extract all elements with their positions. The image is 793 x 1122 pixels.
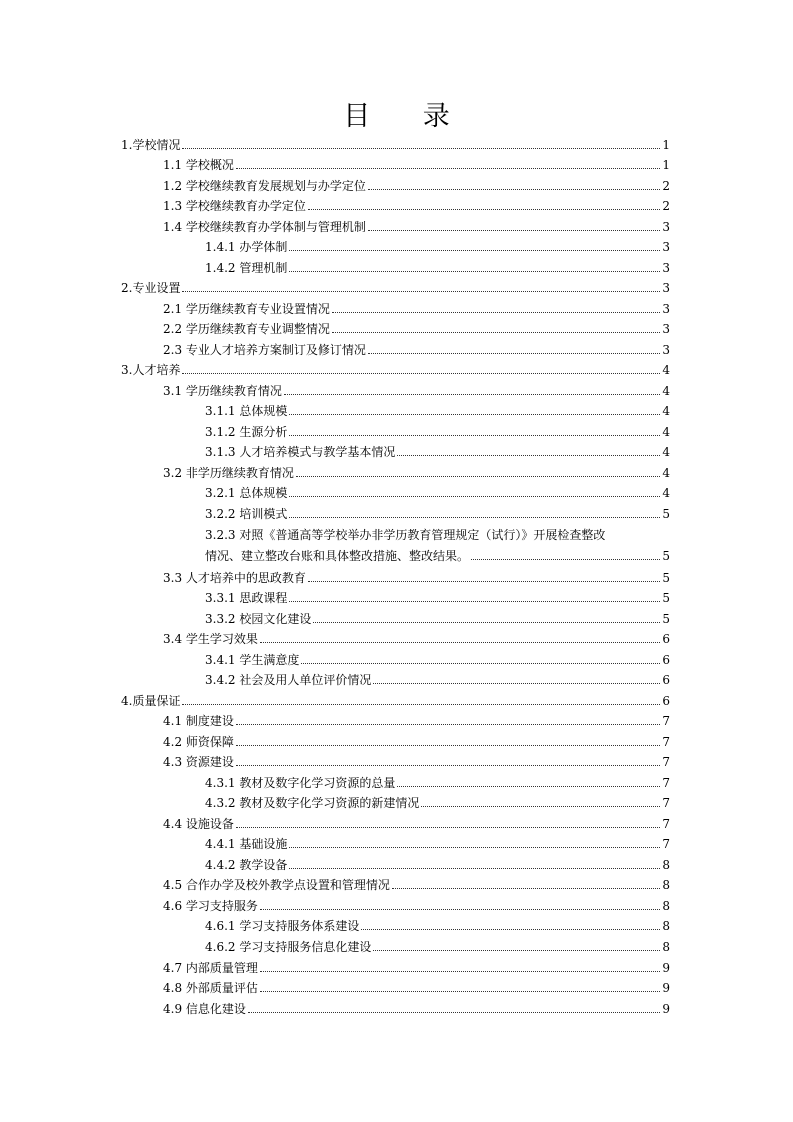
toc-entry-label: 1.1 学校概况	[163, 158, 234, 172]
toc-entry-label: 3.1.2 生源分析	[205, 425, 288, 439]
toc-entry-label: 1.4 学校继续教育办学体制与管理机制	[163, 220, 366, 234]
dot-leader	[361, 929, 660, 930]
dot-leader	[332, 332, 660, 333]
toc-entry-page: 4	[662, 486, 670, 500]
dot-leader	[260, 642, 660, 643]
dot-leader	[373, 683, 660, 684]
dot-leader	[182, 373, 660, 374]
dot-leader	[236, 827, 660, 828]
toc-entry-page: 8	[662, 878, 670, 892]
toc-entry-label: 情况、建立整改台账和具体整改措施、整改结果。	[205, 549, 470, 563]
toc-entry-4-6[interactable]	[163, 899, 670, 913]
toc-entry-page: 6	[662, 653, 670, 667]
toc-entry-page: 6	[662, 673, 670, 687]
toc-entry-page: 5	[662, 549, 670, 563]
toc-entry-page: 9	[662, 961, 670, 975]
toc-entry-label: 3.3.1 思政课程	[205, 591, 288, 605]
toc-entry-page: 9	[662, 1002, 670, 1016]
dot-leader	[182, 291, 660, 292]
toc-entry-page: 8	[662, 940, 670, 954]
toc-entry-page: 3	[662, 343, 670, 357]
toc-entry-label: 3.3.2 校园文化建设	[205, 612, 312, 626]
toc-entry-page: 7	[662, 714, 670, 728]
toc-entry-3-4-1[interactable]	[205, 653, 670, 667]
dot-leader	[397, 455, 660, 456]
toc-entry-label: 3.4.1 学生满意度	[205, 653, 300, 667]
toc-entry-label: 4.8 外部质量评估	[163, 981, 258, 995]
dot-leader	[236, 168, 660, 169]
dot-leader	[182, 148, 660, 149]
toc-entry-page: 4	[662, 425, 670, 439]
toc-entry-4[interactable]	[121, 694, 670, 708]
toc-entry-3[interactable]	[121, 363, 670, 377]
toc-entry-page: 2	[662, 199, 670, 213]
toc-entry-page: 8	[662, 858, 670, 872]
toc-entry-4-6-1[interactable]	[205, 919, 670, 933]
toc-entry-page: 1	[662, 138, 670, 152]
dot-leader	[308, 209, 660, 210]
toc-entry-label: 2.2 学历继续教育专业调整情况	[163, 322, 330, 336]
toc-title: 目 录	[343, 101, 472, 132]
toc-entry-page: 2	[662, 179, 670, 193]
toc-entry-3-2-3[interactable]	[205, 549, 670, 563]
toc-entry-4-4[interactable]	[163, 817, 670, 831]
toc-entry-page: 3	[662, 302, 670, 316]
toc-entry-label: 2.专业设置	[121, 281, 181, 295]
toc-entry-3-2[interactable]	[163, 466, 670, 480]
toc-entry-page: 8	[662, 899, 670, 913]
toc-entry-label: 1.4.2 管理机制	[205, 261, 288, 275]
toc-entry-3-1-3[interactable]	[205, 445, 670, 459]
toc-entry-2-3[interactable]	[163, 343, 670, 357]
toc-entry-4-3-1[interactable]	[205, 776, 670, 790]
toc-entry-label: 4.3.1 教材及数字化学习资源的总量	[205, 776, 396, 790]
toc-entry-label: 3.3 人才培养中的思政教育	[163, 571, 306, 585]
toc-entry-4-2[interactable]	[163, 735, 670, 749]
toc-entry-page: 7	[662, 796, 670, 810]
dot-leader	[260, 971, 660, 972]
dot-leader	[289, 496, 660, 497]
toc-entry-label: 3.人才培养	[121, 363, 181, 377]
dot-leader	[373, 950, 660, 951]
dot-leader	[313, 622, 660, 623]
toc-entry-label: 3.1.1 总体规模	[205, 404, 288, 418]
toc-entry-label: 3.4 学生学习效果	[163, 632, 258, 646]
toc-entry-label: 4.2 师资保障	[163, 735, 234, 749]
toc-entry-label: 4.3 资源建设	[163, 755, 234, 769]
toc-entry-page: 7	[662, 837, 670, 851]
toc-entry-page: 3	[662, 261, 670, 275]
toc-entry-3-3[interactable]	[163, 571, 670, 585]
dot-leader	[236, 724, 660, 725]
toc-entry-page: 5	[662, 571, 670, 585]
toc-entry-4-3[interactable]	[163, 755, 670, 769]
toc-entry-4-7[interactable]	[163, 961, 670, 975]
toc-entry-page: 6	[662, 632, 670, 646]
dot-leader	[182, 704, 660, 705]
toc-entry-label: 3.4.2 社会及用人单位评价情况	[205, 673, 372, 687]
toc-entry-label: 1.4.1 办学体制	[205, 240, 288, 254]
dot-leader	[260, 909, 660, 910]
toc-entry-1-2[interactable]	[163, 179, 670, 193]
toc-entry-1[interactable]	[121, 138, 670, 152]
dot-leader	[289, 517, 660, 518]
dot-leader	[289, 271, 660, 272]
dot-leader	[368, 230, 660, 231]
toc-entry-page: 3	[662, 322, 670, 336]
toc-entry-4-9[interactable]	[163, 1002, 670, 1016]
toc-entry-page: 7	[662, 755, 670, 769]
dot-leader	[296, 476, 660, 477]
toc-entry-page: 3	[662, 281, 670, 295]
toc-entry-label: 4.4.2 教学设备	[205, 858, 288, 872]
dot-leader	[289, 847, 660, 848]
toc-entry-4-4-2[interactable]	[205, 858, 670, 872]
toc-entry-3-3-1[interactable]	[205, 591, 670, 605]
toc-entry-label: 4.4 设施设备	[163, 817, 234, 831]
toc-entry-label: 2.1 学历继续教育专业设置情况	[163, 302, 330, 316]
toc-entry-label: 4.6.2 学习支持服务信息化建设	[205, 940, 372, 954]
dot-leader	[308, 581, 660, 582]
toc-entry-4-3-2[interactable]	[205, 796, 670, 810]
toc-entry-page: 3	[662, 220, 670, 234]
toc-entry-label: 1.3 学校继续教育办学定位	[163, 199, 306, 213]
toc-entry-label: 3.2 非学历继续教育情况	[163, 466, 294, 480]
toc-entry-page: 5	[662, 612, 670, 626]
toc-entry-1-4[interactable]	[163, 220, 670, 234]
toc-entry-3-4-2[interactable]	[205, 673, 670, 687]
toc-entry-label: 4.3.2 教材及数字化学习资源的新建情况	[205, 796, 420, 810]
toc-entry-page: 8	[662, 919, 670, 933]
dot-leader	[368, 353, 660, 354]
dot-leader	[397, 786, 660, 787]
toc-entry-page: 6	[662, 694, 670, 708]
toc-entry-label: 3.2.2 培训模式	[205, 507, 288, 521]
toc-entry-label: 3.2.1 总体规模	[205, 486, 288, 500]
toc-entry-1-3[interactable]	[163, 199, 670, 213]
toc-entry-page: 4	[662, 363, 670, 377]
dot-leader	[289, 601, 660, 602]
toc-entry-1-1[interactable]	[163, 158, 670, 172]
toc-entry-3-2-2[interactable]	[205, 507, 670, 521]
dot-leader	[289, 868, 660, 869]
toc-entry-page: 5	[662, 507, 670, 521]
toc-entry-2-2[interactable]	[163, 322, 670, 336]
toc-entry-3-1[interactable]	[163, 384, 670, 398]
toc-entry-3-3-2[interactable]	[205, 612, 670, 626]
toc-entry-label: 4.7 内部质量管理	[163, 961, 258, 975]
toc-entry-page: 7	[662, 735, 670, 749]
dot-leader	[236, 765, 660, 766]
toc-entry-page: 9	[662, 981, 670, 995]
toc-entry-label: 4.5 合作办学及校外教学点设置和管理情况	[163, 878, 390, 892]
dot-leader	[289, 414, 660, 415]
toc-entry-page: 1	[662, 158, 670, 172]
toc-entry-4-8[interactable]	[163, 981, 670, 995]
dot-leader	[368, 189, 660, 190]
toc-entry-page: 3	[662, 240, 670, 254]
toc-entry-4-1[interactable]	[163, 714, 670, 728]
toc-entry-1-4-1[interactable]	[205, 240, 670, 254]
toc-entry-2-1[interactable]	[163, 302, 670, 316]
dot-leader	[248, 1012, 660, 1013]
toc-entry-3-4[interactable]	[163, 632, 670, 646]
dot-leader	[260, 991, 660, 992]
toc-entry-4-6-2[interactable]	[205, 940, 670, 954]
dot-leader	[284, 394, 660, 395]
toc-entry-4-5[interactable]	[163, 878, 670, 892]
dot-leader	[301, 663, 660, 664]
dot-leader	[392, 888, 660, 889]
toc-entry-label: 2.3 专业人才培养方案制订及修订情况	[163, 343, 366, 357]
toc-entry-label: 4.9 信息化建设	[163, 1002, 246, 1016]
dot-leader	[289, 435, 660, 436]
toc-entry-label: 4.6.1 学习支持服务体系建设	[205, 919, 360, 933]
toc-entry-label: 3.1 学历继续教育情况	[163, 384, 282, 398]
toc-entry-3-1-2[interactable]	[205, 425, 670, 439]
toc-entry-label: 3.1.3 人才培养模式与教学基本情况	[205, 445, 396, 459]
toc-entry-label: 4.6 学习支持服务	[163, 899, 258, 913]
toc-entry-page: 4	[662, 404, 670, 418]
toc-entry-label: 4.质量保证	[121, 694, 181, 708]
toc-entry-page: 4	[662, 445, 670, 459]
toc-entry-label: 1.2 学校继续教育发展规划与办学定位	[163, 179, 366, 193]
toc-entry-page: 5	[662, 591, 670, 605]
dot-leader	[289, 250, 660, 251]
toc-entry-3-2-1[interactable]	[205, 486, 670, 500]
toc-entry-label: 4.1 制度建设	[163, 714, 234, 728]
toc-entry-4-4-1[interactable]	[205, 837, 670, 851]
toc-entry-3-2-3-line1[interactable]: 3.2.3 对照《普通高等学校举办非学历教育管理规定（试行）》开展检查整改	[205, 528, 606, 542]
dot-leader	[471, 559, 660, 560]
toc-entry-2[interactable]	[121, 281, 670, 295]
toc-entry-1-4-2[interactable]	[205, 261, 670, 275]
toc-entry-page: 4	[662, 466, 670, 480]
dot-leader	[236, 745, 660, 746]
toc-entry-3-1-1[interactable]	[205, 404, 670, 418]
toc-entry-label: 4.4.1 基础设施	[205, 837, 288, 851]
toc-entry-page: 7	[662, 776, 670, 790]
dot-leader	[421, 806, 660, 807]
toc-entry-page: 4	[662, 384, 670, 398]
dot-leader	[332, 312, 660, 313]
toc-entry-page: 7	[662, 817, 670, 831]
toc-entry-label: 1.学校情况	[121, 138, 181, 152]
